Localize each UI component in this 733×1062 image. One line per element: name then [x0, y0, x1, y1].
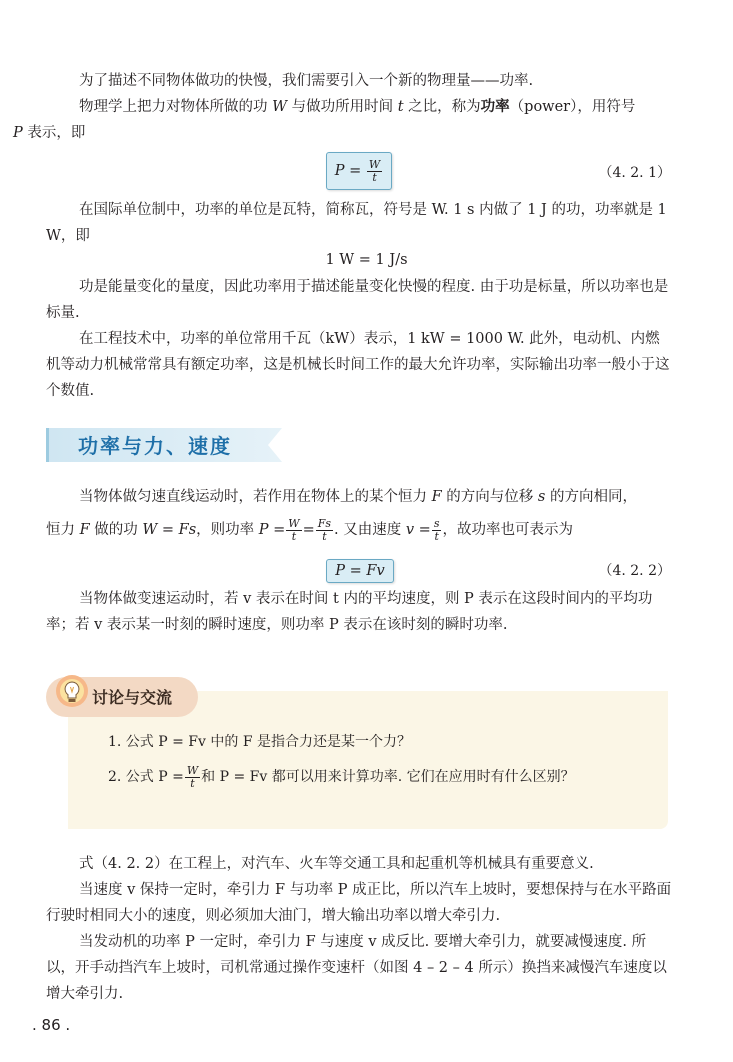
- text-segment: ，故功率也可表示为: [442, 522, 573, 538]
- paragraph-si-unit: 在国际单位制中，功率的单位是瓦特，简称瓦，符号是 W. 1 s 内做了 1 J 的功，功率就是 1 W，即: [46, 202, 667, 244]
- text-segment: 和 P = Fv 都可以用来计算功率. 它们在应用时有什么区别？: [201, 769, 575, 785]
- text-segment: 做的功: [89, 522, 143, 538]
- fraction-numerator: W: [288, 516, 300, 530]
- fraction-numerator: W: [368, 157, 381, 171]
- text-segment: ，则功率: [196, 522, 259, 538]
- paragraph-constant-speed: 当速度 v 保持一定时，牵引力 F 与功率 P 成正比，所以汽车上坡时，要想保持与在水平路面行驶时相同大小的速度，则必须加大油门，增大输出功率以增大牵引力.: [46, 882, 672, 924]
- formula-power-lhs: P =: [258, 522, 286, 538]
- page-number: . 86 .: [32, 1016, 71, 1034]
- fraction-denominator: t: [322, 529, 327, 543]
- var-s: s: [537, 489, 546, 505]
- lightbulb-icon: [52, 671, 92, 715]
- fraction-denominator: t: [190, 776, 195, 790]
- paragraph-power-derivation: [46, 512, 672, 548]
- fraction-denominator: t: [291, 529, 297, 543]
- discussion-question-2: [108, 759, 575, 795]
- section-title: 功率与力、速度: [78, 434, 232, 458]
- paragraph-constant-power: 当发动机的功率 P 一定时，牵引力 F 与速度 v 成反比. 要增大牵引力，就要减慢速度. 所以，开手动挡汽车上坡时，司机常通过操作变速杆（如图 4 – 2 – 4 所示）换挡来减慢汽车速度以增大牵引力.: [46, 934, 667, 1002]
- text-segment: 恒力: [46, 522, 80, 538]
- equals-sign: =: [302, 522, 315, 538]
- paragraph-power-intro: 为了描述不同物体做功的快慢，我们需要引入一个新的物理量——功率.: [79, 73, 534, 89]
- text-segment: 表示，即: [22, 125, 86, 141]
- fraction-numerator: s: [433, 516, 440, 530]
- term-power: 功率: [480, 99, 510, 115]
- formula-box-4-2-1: [326, 152, 392, 190]
- equation-number-4-2-1: （4. 2. 1）: [598, 165, 671, 181]
- var-F: F: [431, 489, 442, 505]
- paragraph-power-scalar: 功是能量变化的量度，因此功率用于描述能量变化快慢的程度. 由于功是标量，所以功率也是标量.: [46, 279, 669, 321]
- fraction-Fs-over-t: [316, 518, 333, 543]
- text-segment: 的方向相同，: [545, 489, 637, 505]
- text-segment: 物理学上把力对物体所做的功: [79, 99, 273, 115]
- paragraph-engineering-significance: 式（4. 2. 2）在工程上，对汽车、火车等交通工具和起重机等机械具有重要意义.: [79, 856, 594, 872]
- fraction-numerator: W: [186, 763, 199, 777]
- paragraph-variable-motion: 当物体做变速运动时，若 v 表示在时间 t 内的平均速度，则 P 表示在这段时间内的平均功率；若 v 表示某一时刻的瞬时速度，则功率 P 表示在该时刻的瞬时功率.: [46, 591, 653, 633]
- fraction-s-over-t: [432, 518, 442, 543]
- equation-number-4-2-2: （4. 2. 2）: [598, 563, 671, 579]
- var-W: W: [272, 99, 288, 115]
- section-heading: [46, 428, 286, 462]
- discussion-title: 讨论与交流: [92, 688, 173, 707]
- fraction-W-over-t: [286, 518, 301, 543]
- formula-lhs: P =: [334, 163, 362, 179]
- fraction-numerator: Fs: [317, 516, 332, 530]
- var-P: P: [13, 125, 23, 141]
- text-segment: 与做功所用时间: [287, 99, 398, 115]
- paragraph-power-definition: [13, 94, 672, 146]
- unit-equation: 1 W = 1 J/s: [325, 252, 408, 268]
- fraction-denominator: t: [372, 170, 377, 184]
- discussion-box: [46, 667, 666, 831]
- formula-work: W = Fs: [142, 522, 197, 538]
- text-segment: 当物体做匀速直线运动时，若作用在物体上的某个恒力: [79, 489, 432, 505]
- fraction-W-over-t: [367, 159, 382, 184]
- paragraph-engineering-units: 在工程技术中，功率的单位常用千瓦（kW）表示，1 kW = 1000 W. 此外，电动机、内燃机等动力机械常常具有额定功率，这是机械长时间工作的最大允许功率，实际输出功率一般小于这个数值.: [46, 331, 670, 399]
- text-segment: 之比，称为: [403, 99, 481, 115]
- fraction-W-over-t: [185, 765, 200, 790]
- var-t: t: [397, 99, 404, 115]
- discussion-question-1: 1. 公式 P = Fv 中的 F 是指合力还是某一个力？: [108, 734, 411, 750]
- text-segment: . 又由速度: [334, 522, 406, 538]
- formula-box-4-2-2: P = Fv: [326, 559, 394, 583]
- fraction-denominator: t: [434, 529, 439, 543]
- text-segment: （power），用符号: [509, 99, 636, 115]
- paragraph-constant-force: [46, 484, 672, 510]
- text-segment: 的方向与位移: [441, 489, 538, 505]
- text-segment: 2. 公式 P =: [108, 769, 184, 785]
- var-F: F: [79, 522, 90, 538]
- formula-velocity-lhs: v =: [405, 522, 431, 538]
